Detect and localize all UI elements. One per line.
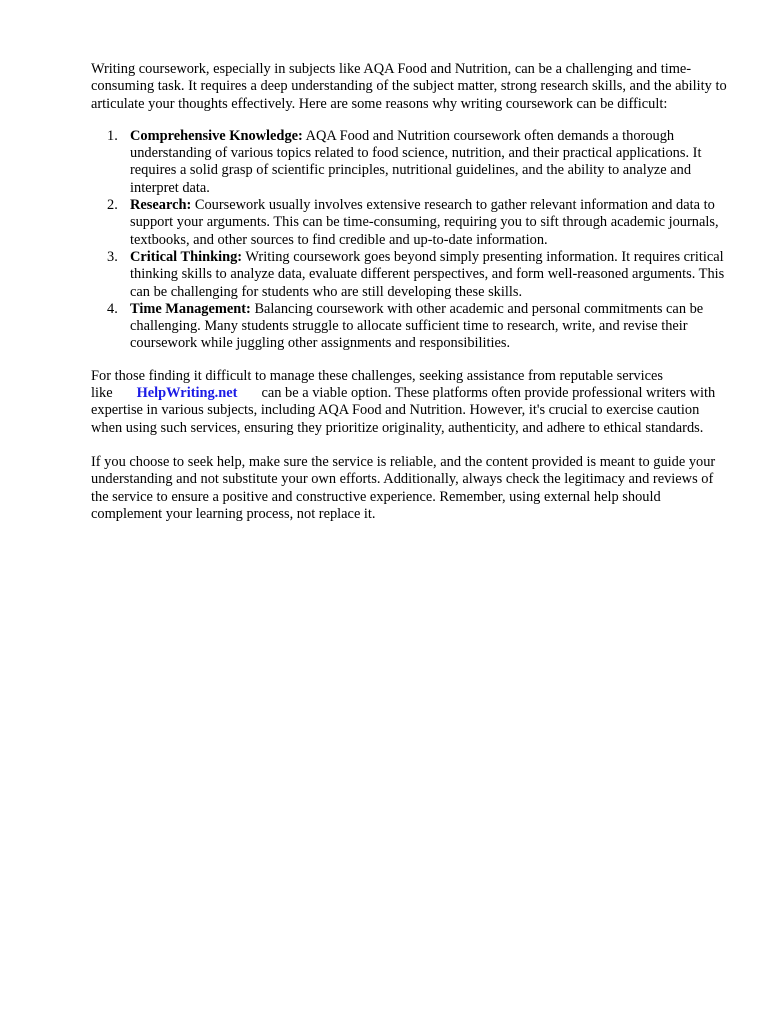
assistance-paragraph bbox=[91, 368, 731, 437]
assistance-text-after: can be a viable option. These platforms often provide professional writers with expertise in various subjects, including AQA Food and Nutrition. However, it's crucial to exercise caution when using such services, ensuring they prioritize originality, authenticity, and adhere to ethical standards. bbox=[91, 385, 716, 436]
list-number: 3. bbox=[107, 248, 118, 265]
reason-text: AQA Food and Nutrition coursework often demands a thorough understanding of various topics related to food science, nutrition, and their practical applications. It requires a solid grasp of scientific principles, nutritional guidelines, and the ability to analyze and interpret data. bbox=[130, 127, 702, 196]
reason-term: Research: bbox=[130, 197, 192, 214]
helpwriting-link[interactable]: HelpWriting.net bbox=[136, 385, 238, 402]
reason-term: Comprehensive Knowledge: bbox=[130, 127, 303, 144]
reasons-list bbox=[91, 128, 731, 353]
assistance-text-before: For those finding it difficult to manage these challenges, seeking assistance from reputable services like bbox=[91, 367, 663, 402]
reason-item-time-management bbox=[91, 301, 730, 353]
reason-item-critical-thinking bbox=[91, 249, 730, 301]
document-page bbox=[91, 61, 731, 523]
intro-paragraph: Writing coursework, especially in subjects like AQA Food and Nutrition, can be a challenging and time-consuming task. It requires a deep understanding of the subject matter, strong research skills, and the ability to articulate your thoughts effectively. Here are some reasons why writing coursework can be difficult: bbox=[91, 61, 727, 112]
reason-item-comprehensive-knowledge bbox=[91, 128, 730, 197]
list-number: 4. bbox=[107, 300, 118, 317]
reason-item-research bbox=[91, 197, 730, 249]
list-number: 1. bbox=[107, 127, 118, 144]
reason-term: Time Management: bbox=[130, 300, 251, 317]
closing-paragraph: If you choose to seek help, make sure the service is reliable, and the content provided is meant to guide your understanding and not substitute your own efforts. Additionally, always check the legitimacy and reviews of the service to ensure a positive and constructive experience. Remember, using external help should complement your learning process, not replace it. bbox=[91, 453, 716, 522]
reason-term: Critical Thinking: bbox=[130, 248, 243, 265]
reason-text: Coursework usually involves extensive research to gather relevant information and data to support your arguments. This can be time-consuming, requiring you to sift through academic journals, textbooks, and other sources to find credible and up-to-date information. bbox=[130, 197, 719, 248]
reason-text: Writing coursework goes beyond simply presenting information. It requires critical thinking skills to analyze data, evaluate different perspectives, and form well-reasoned arguments. This can be challenging for students who are still developing these skills. bbox=[130, 248, 725, 300]
list-number: 2. bbox=[107, 197, 118, 214]
reason-text: Balancing coursework with other academic and personal commitments can be challenging. Many students struggle to allocate sufficient time to research, write, and revise their coursework while juggling other assignments and responsibilities. bbox=[130, 300, 704, 352]
